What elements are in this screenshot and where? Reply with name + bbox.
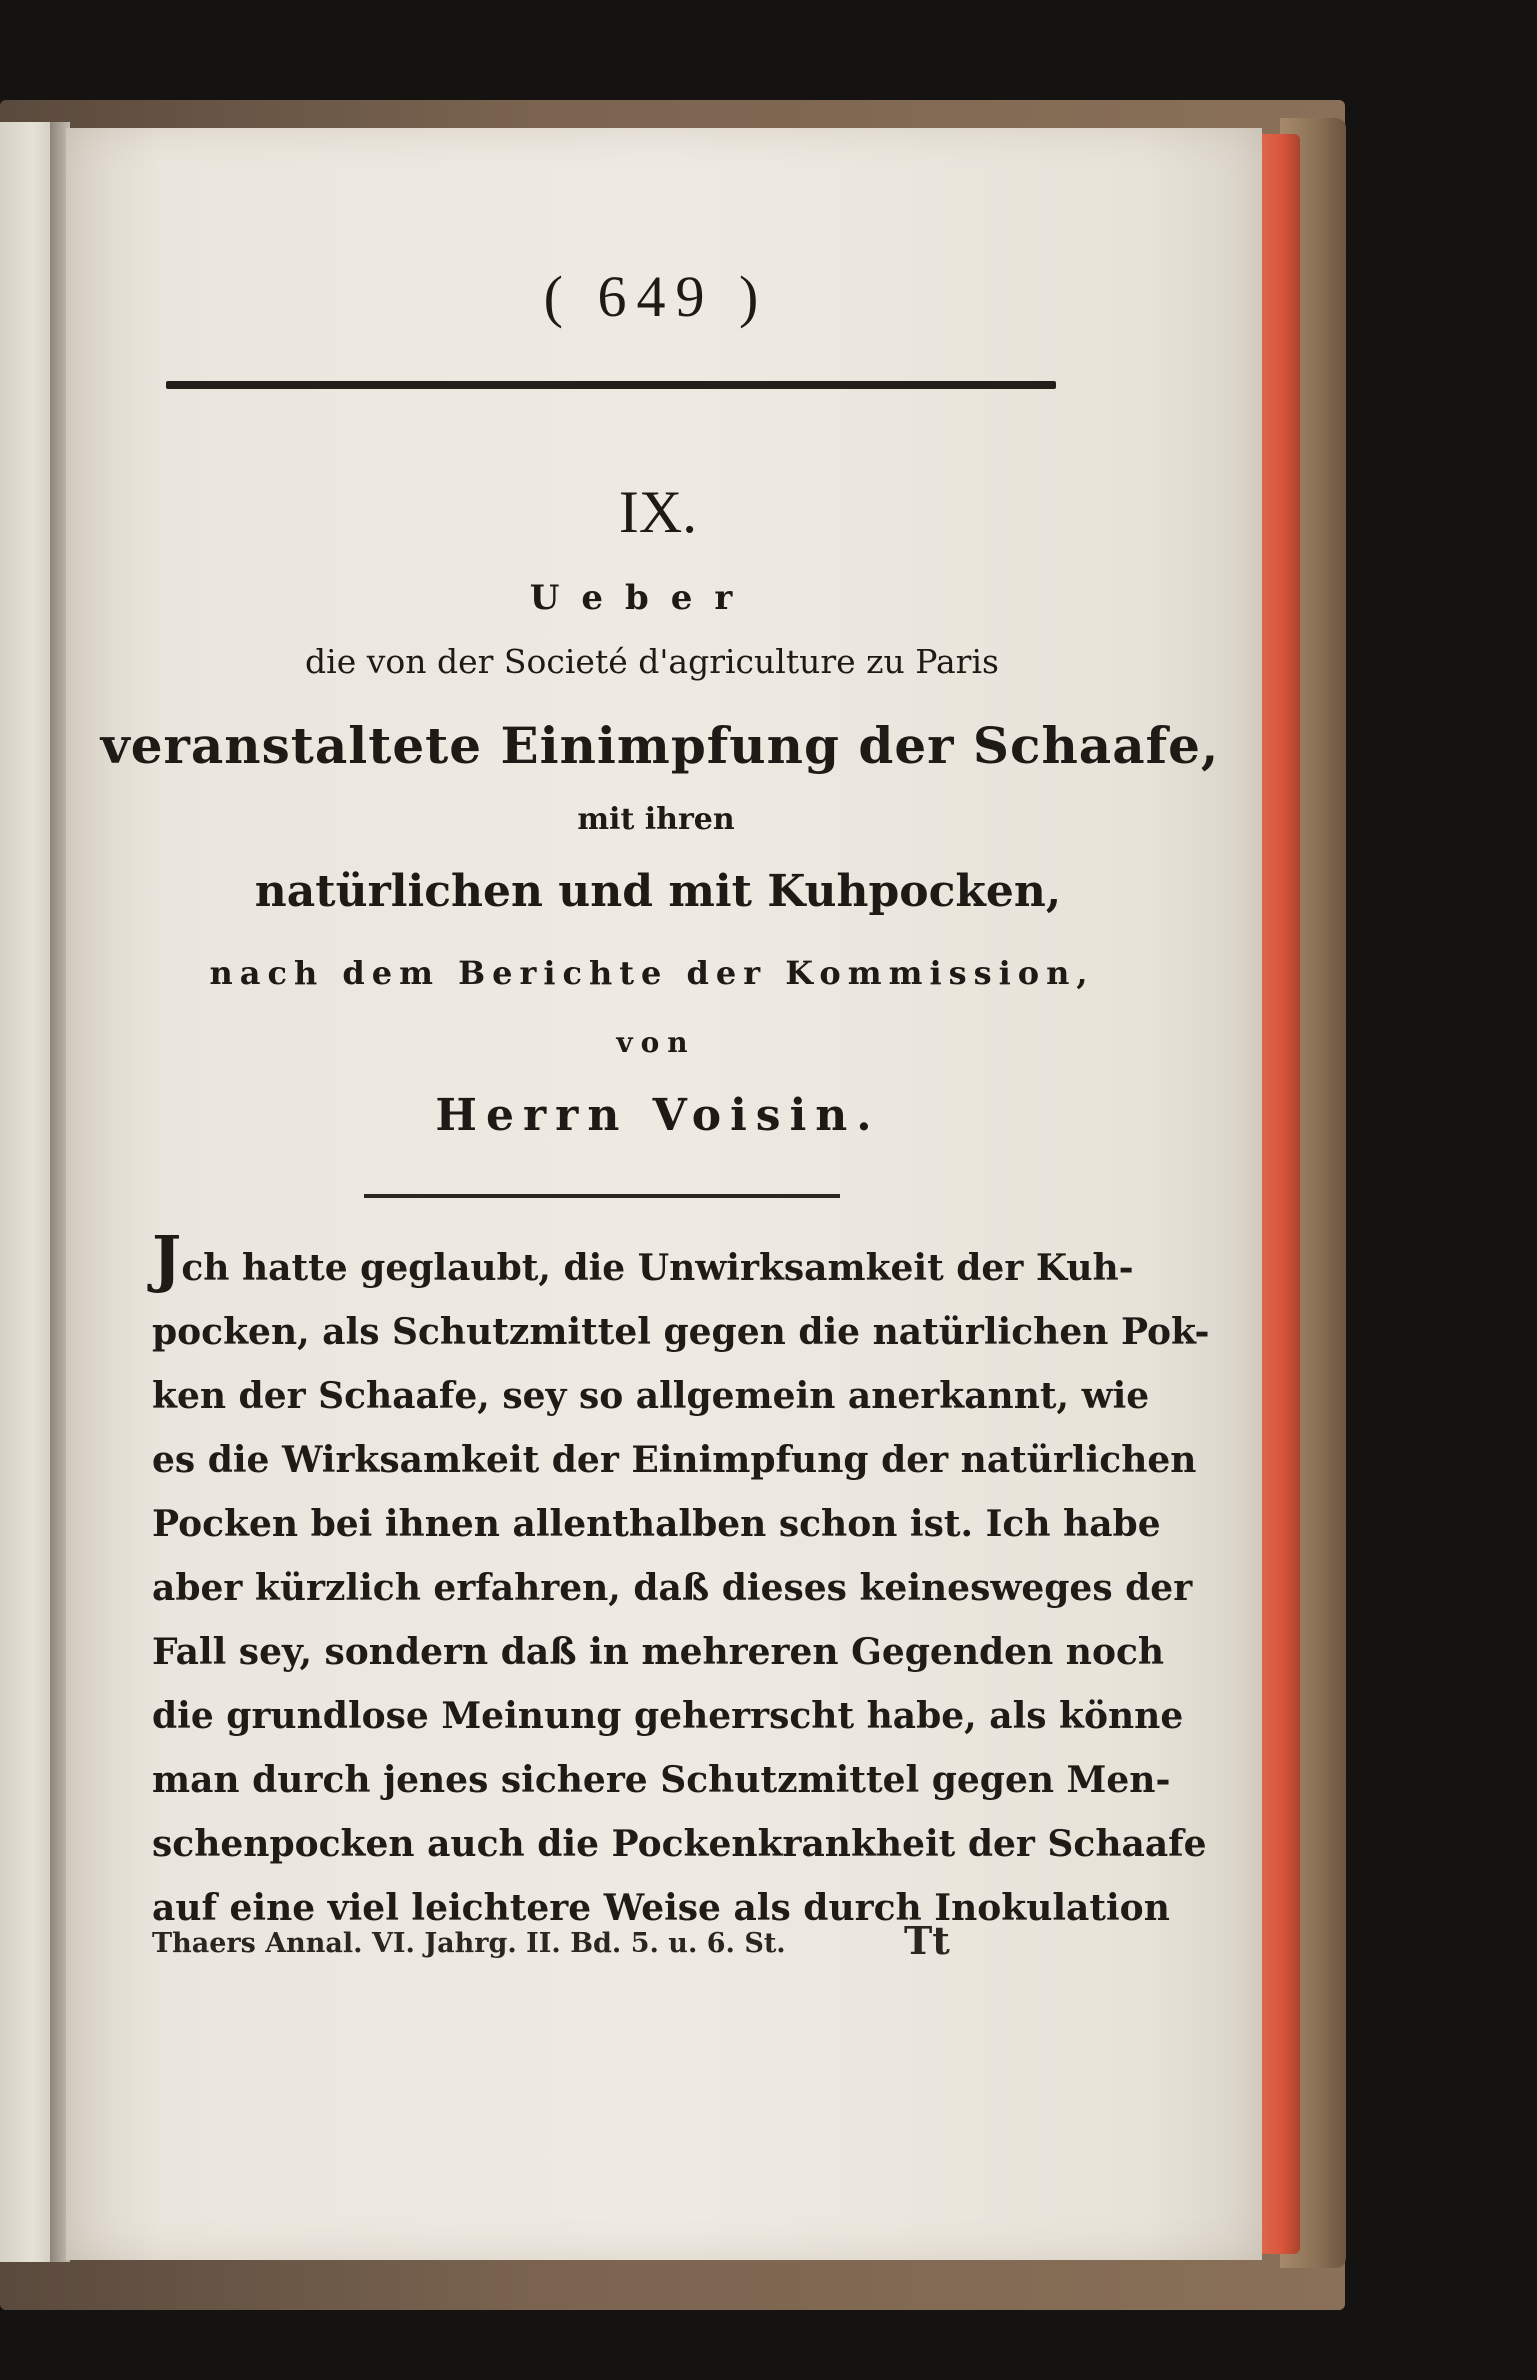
title-line-2: veranstaltete Einimpfung der Schaafe, — [100, 716, 1220, 775]
body-line-8: die grundlose Meinung geherrscht habe, als könne — [152, 1695, 1184, 1737]
book-page — [66, 128, 1262, 2260]
body-line-2: pocken, als Schutzmittel gegen die natürlichen Pok- — [152, 1311, 1210, 1353]
body-line-6: aber kürzlich erfahren, daß dieses keinesweges der — [152, 1567, 1193, 1609]
body-line-7: Fall sey, sondern daß in mehreren Gegenden noch — [152, 1631, 1165, 1673]
title-ueber: Ueber — [529, 578, 755, 618]
body-line-5: Pocken bei ihnen allenthalben schon ist. Ich habe — [152, 1503, 1161, 1545]
chapter-numeral: IX. — [618, 479, 698, 545]
page-number: ( 649 ) — [543, 264, 769, 329]
body-text — [152, 1222, 1210, 1940]
body-line-4: es die Wirksamkeit der Einimpfung der natürlichen — [152, 1439, 1197, 1481]
previous-page-edge — [0, 122, 56, 2262]
title-line-3: mit ihren — [577, 802, 735, 837]
footer-signature: Thaers Annal. VI. Jahrg. II. Bd. 5. u. 6. St. — [152, 1928, 786, 1959]
body-line-3: ken der Schaafe, sey so allgemein anerkannt, wie — [152, 1375, 1150, 1417]
body-line-9: man durch jenes sichere Schutzmittel gegen Men- — [152, 1759, 1171, 1801]
footer-sheet-mark: Tt — [904, 1918, 950, 1963]
body-line-1 — [152, 1222, 1134, 1300]
title-line-5: nach dem Berichte der Kommission, — [209, 954, 1095, 992]
author-name: Herrn Voisin. — [435, 1090, 881, 1141]
drop-initial: J — [152, 1222, 182, 1295]
body-line-11: auf eine viel leichtere Weise als durch Inokulation — [152, 1887, 1170, 1929]
header-rule — [166, 381, 1056, 389]
title-von: von — [616, 1026, 696, 1059]
title-line-1: die von der Societé d'agriculture zu Paris — [305, 642, 999, 681]
title-line-4: natürlichen und mit Kuhpocken, — [254, 866, 1062, 917]
body-line-10: schenpocken auch die Pockenkrankheit der Schaafe — [152, 1823, 1207, 1865]
body-line-1-text: ch hatte geglaubt, die Unwirksamkeit der Kuh- — [181, 1247, 1134, 1289]
title-rule — [364, 1194, 840, 1198]
